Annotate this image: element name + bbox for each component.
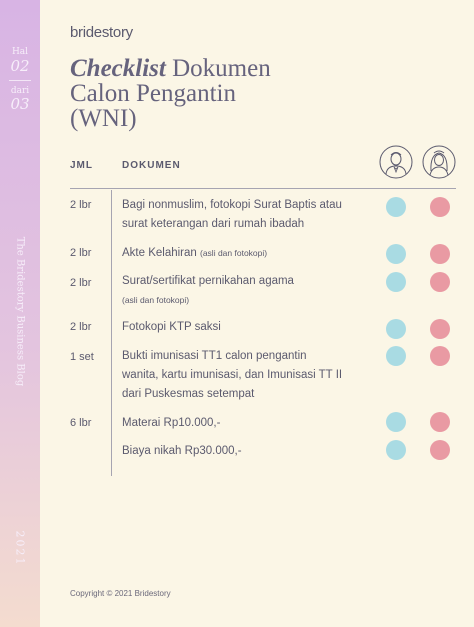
page-divider <box>9 80 31 81</box>
copyright: Copyright © 2021 Bridestory <box>70 589 171 598</box>
row-document-line: Akte Kelahiran <box>122 247 197 259</box>
bride-icon <box>422 145 456 179</box>
row-qty: 6 lbr <box>70 417 92 429</box>
sidebar <box>0 0 40 627</box>
row-document-line: Bukti imunisasi TT1 calon pengantin <box>122 350 307 362</box>
bride-checkbox[interactable] <box>430 244 450 264</box>
groom-checkbox[interactable] <box>386 272 406 292</box>
page-title <box>70 56 370 131</box>
bride-checkbox[interactable] <box>430 197 450 217</box>
bride-checkbox[interactable] <box>430 319 450 339</box>
row-document-line: dari Puskesmas setempat <box>122 388 255 400</box>
blog-name: The Bridestory Business Blog <box>14 236 26 387</box>
row-document-line: Fotokopi KTP saksi <box>122 321 221 333</box>
groom-checkbox[interactable] <box>386 319 406 339</box>
groom-checkbox[interactable] <box>386 244 406 264</box>
bride-checkbox[interactable] <box>430 440 450 460</box>
row-document-line: Materai Rp10.000,- <box>122 417 221 429</box>
column-divider <box>111 190 112 476</box>
row-document <box>122 196 372 234</box>
row-document <box>122 347 372 404</box>
title-line3: (WNI) <box>70 105 137 132</box>
groom-icon <box>379 145 413 179</box>
groom-checkbox[interactable] <box>386 440 406 460</box>
row-note: (asli dan fotokopi) <box>200 248 268 258</box>
bride-checkbox[interactable] <box>430 272 450 292</box>
header-divider <box>70 188 456 189</box>
groom-checkbox[interactable] <box>386 412 406 432</box>
row-qty: 2 lbr <box>70 321 92 333</box>
of-label: dari <box>10 86 30 96</box>
row-qty: 2 lbr <box>70 247 92 259</box>
brand-logo: bridestory <box>70 24 133 41</box>
row-document <box>122 414 372 433</box>
row-qty: 2 lbr <box>70 277 92 289</box>
row-document <box>122 318 372 337</box>
bride-checkbox[interactable] <box>430 412 450 432</box>
row-qty: 2 lbr <box>70 199 92 211</box>
row-document-line: Bagi nonmuslim, fotokopi Surat Baptis atau <box>122 199 342 211</box>
row-document-line: wanita, kartu imunisasi, dan Imunisasi TT II <box>122 369 343 381</box>
row-document-line: Surat/sertifikat pernikahan agama <box>122 275 294 287</box>
title-line1: Dokumen <box>165 55 271 82</box>
groom-checkbox[interactable] <box>386 346 406 366</box>
bride-checkbox[interactable] <box>430 346 450 366</box>
year: 2021 <box>13 530 27 567</box>
row-document-line: surat keterangan dari rumah ibadah <box>122 218 305 230</box>
page-number: 02 <box>10 57 30 75</box>
row-document <box>122 244 372 263</box>
row-document <box>122 272 372 310</box>
column-header-document: DOKUMEN <box>122 160 181 171</box>
row-note: (asli dan fotokopi) <box>122 295 190 305</box>
groom-checkbox[interactable] <box>386 197 406 217</box>
row-document-line: Biaya nikah Rp30.000,- <box>122 445 242 457</box>
page-label: Hal <box>11 47 29 57</box>
total-pages: 03 <box>10 95 30 113</box>
row-document <box>122 442 372 461</box>
title-italic: Checklist <box>70 55 166 82</box>
row-qty: 1 set <box>70 351 94 363</box>
title-line2: Calon Pengantin <box>70 80 236 107</box>
column-header-qty: JML <box>70 160 93 171</box>
